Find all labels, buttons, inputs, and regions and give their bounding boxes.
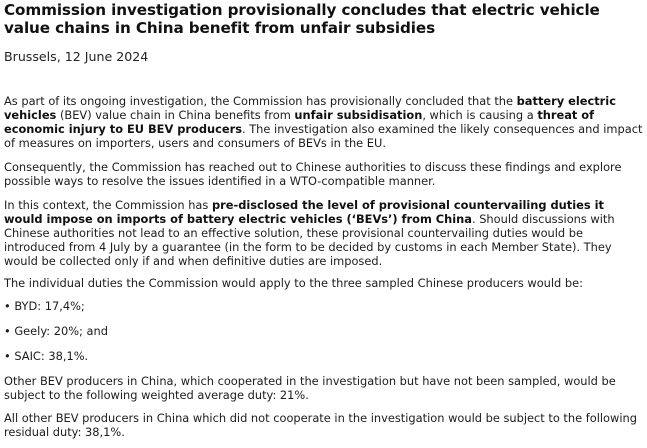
intro-text-3: , which is causing a xyxy=(422,108,538,122)
list-item-saic: • SAIC: 38,1%. xyxy=(4,349,89,363)
context-paragraph xyxy=(4,198,643,268)
list-item-byd: • BYD: 17,4%; xyxy=(4,299,85,313)
context-text-1: In this context, the Commission has xyxy=(4,198,212,212)
intro-text-2: (BEV) value chain in China benefits from xyxy=(56,108,295,122)
intro-bold-3: threat of economic injury to EU BEV producers xyxy=(4,108,595,136)
intro-bold-2: unfair subsidisation xyxy=(294,108,423,122)
dateline: Brussels, 12 June 2024 xyxy=(4,49,149,64)
individual-duties-paragraph: The individual duties the Commission would apply to the three sampled Chinese producers would be: xyxy=(4,276,583,290)
list-item-geely: • Geely: 20%; and xyxy=(4,324,108,338)
context-bold-1: pre-disclosed the level of provisional countervailing duties it would impose on imports of battery electric vehicles (‘BEVs’) from China xyxy=(4,198,604,226)
intro-text-1: As part of its ongoing investigation, the Commission has provisionally concluded that the xyxy=(4,94,517,108)
consequently-paragraph: Consequently, the Commission has reached out to Chinese authorities to discuss these findings and explore possible ways to resolve the issues identified in a WTO-compatible manner. xyxy=(4,160,622,188)
all-other-producers-paragraph: All other BEV producers in China which did not cooperate in the investigation would be subject to the following residual duty: 38,1%. xyxy=(4,411,637,439)
intro-paragraph xyxy=(4,94,643,150)
intro-text-4: . The investigation also examined the likely consequences and impact of measures on importers, users and consumers of BEVs in the EU. xyxy=(4,122,643,150)
intro-bold-1: battery electric vehicles xyxy=(4,94,616,122)
page-title: Commission investigation provisionally concludes that electric vehicle value chains in China benefit from unfair subsidies xyxy=(4,1,600,37)
other-producers-paragraph: Other BEV producers in China, which cooperated in the investigation but have not been sampled, would be subject to the following weighted average duty: 21%. xyxy=(4,374,616,402)
context-text-2: . Should discussions with Chinese authorities not lead to an effective solution, these provisional countervailing duties would be introduced from 4 July by a guarantee (in the form to be decided by customs in each Member State). They would be collected only if and when definitive duties are imposed. xyxy=(4,212,615,268)
